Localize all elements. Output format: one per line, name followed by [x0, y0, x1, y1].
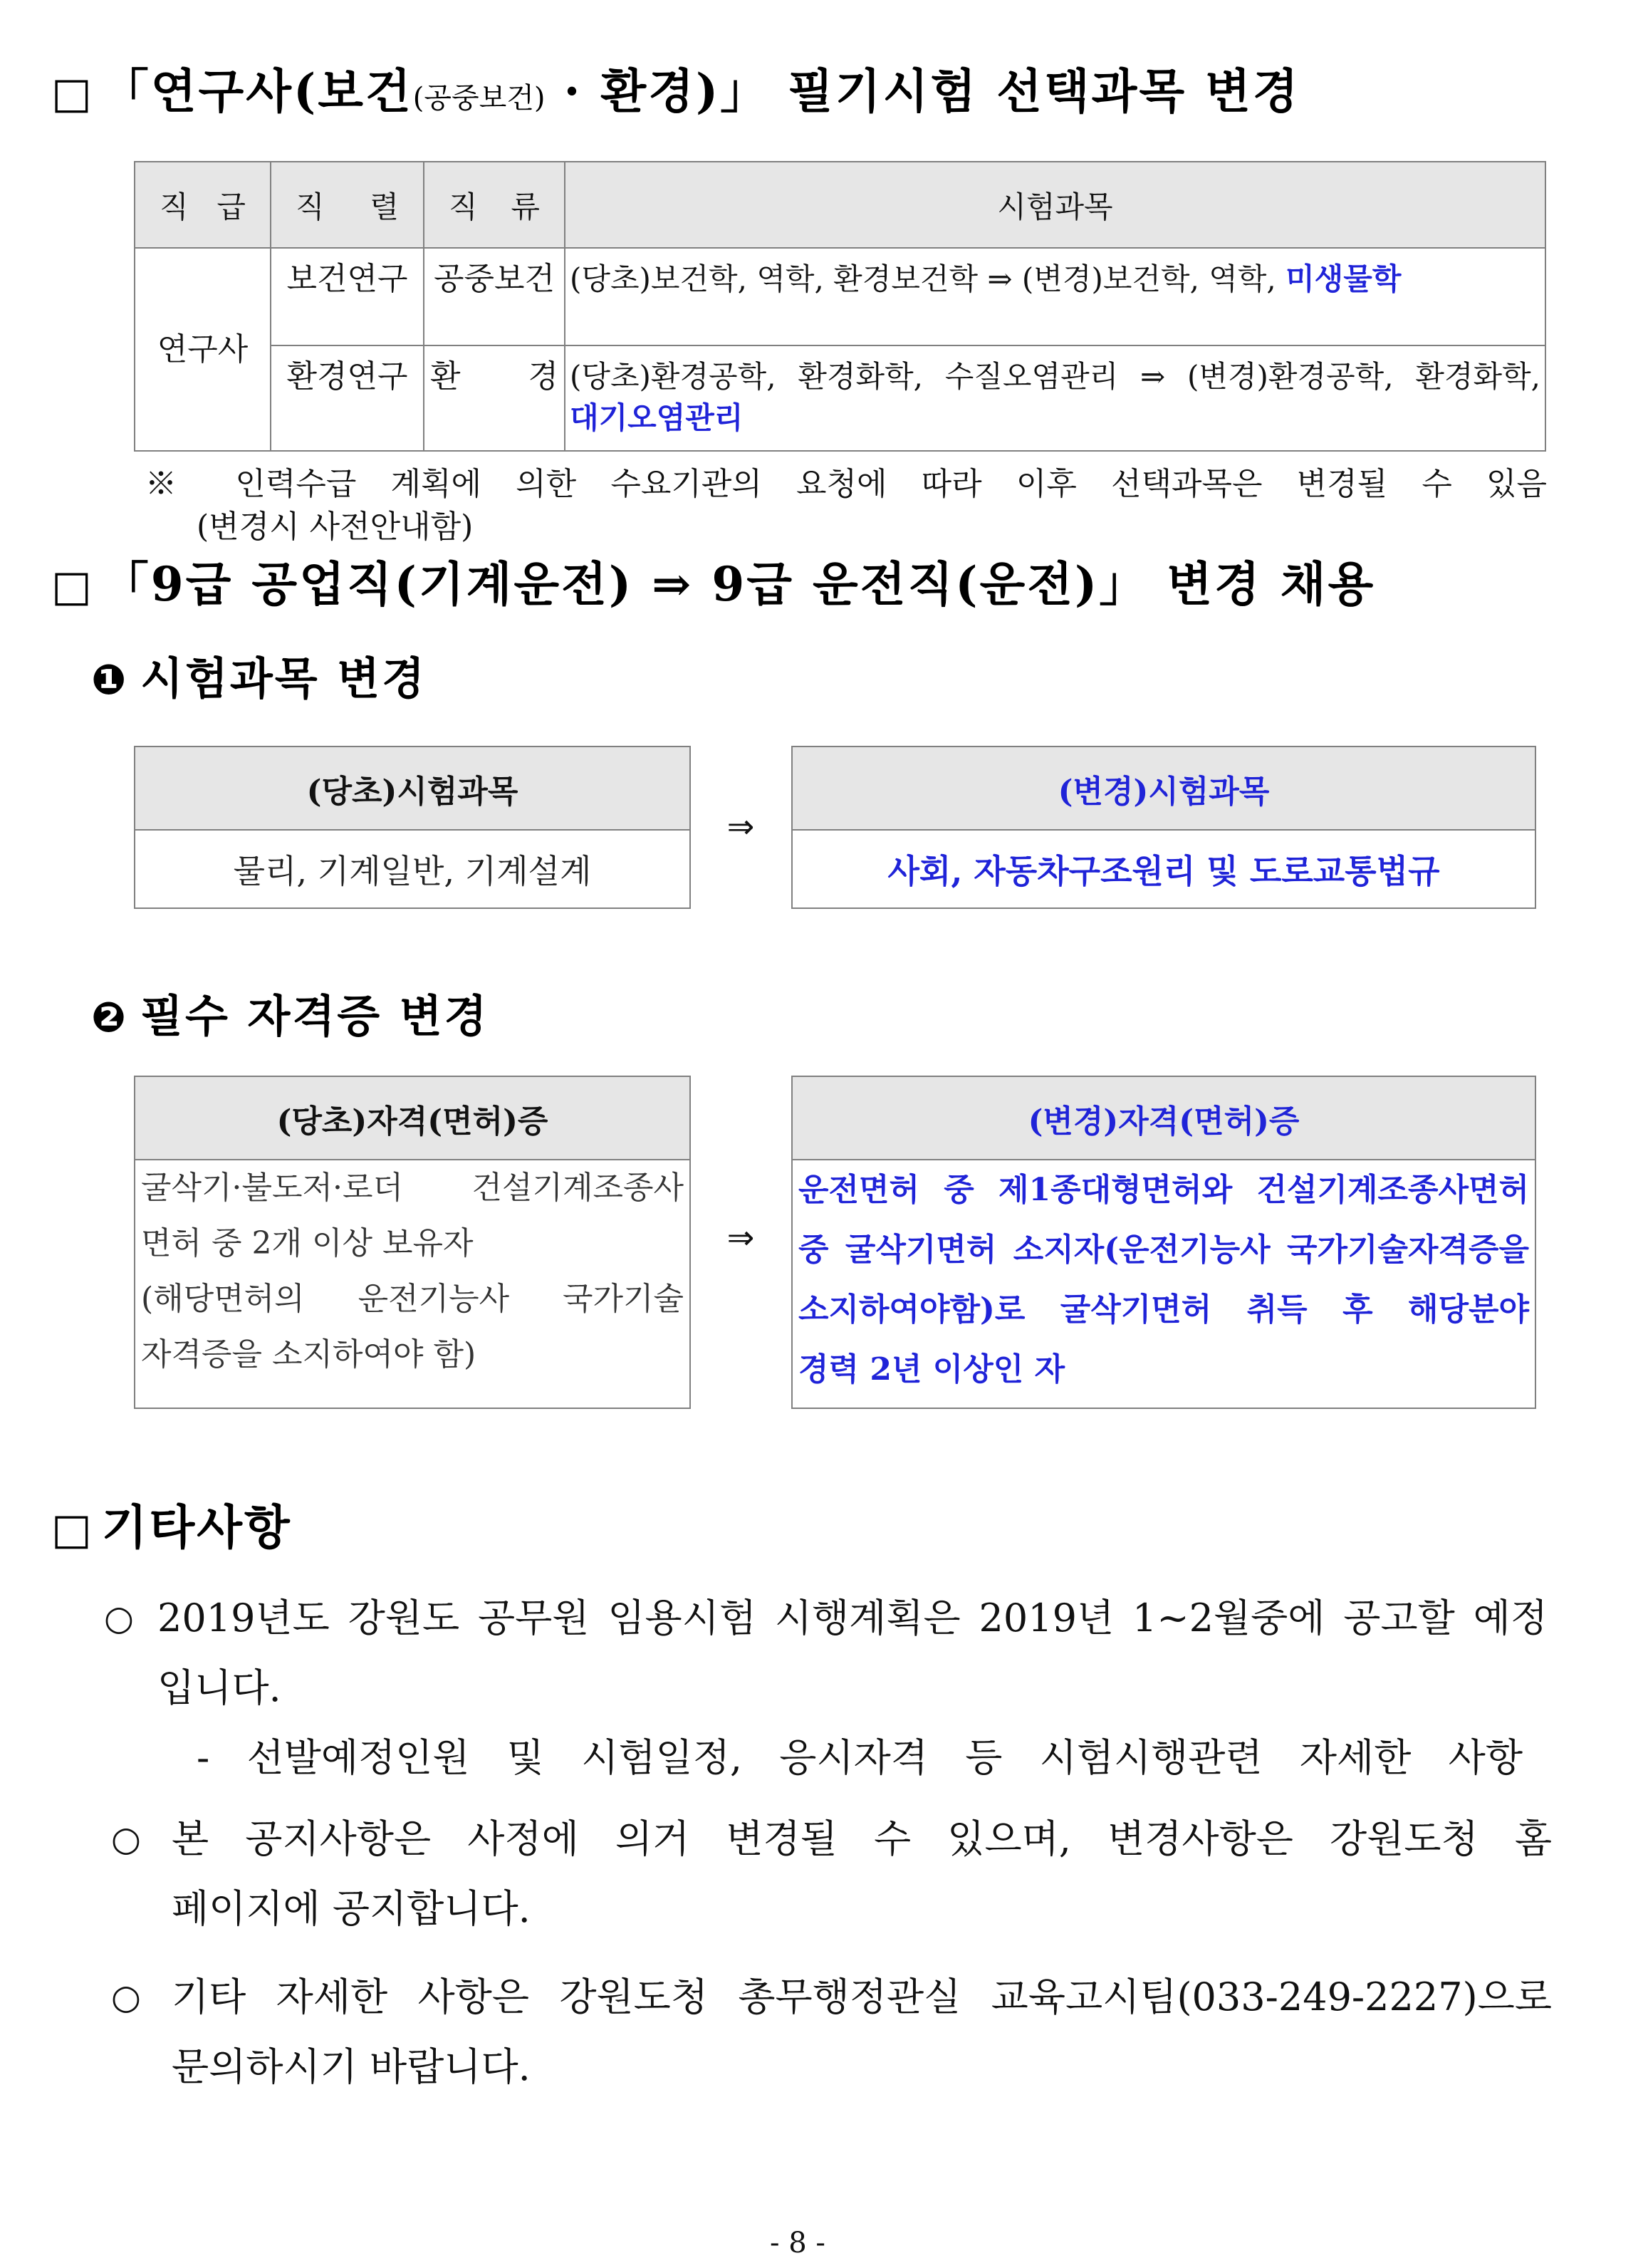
subjects-cell [565, 248, 1545, 345]
list-item [172, 1804, 1552, 1944]
after-license-line: 운전면허 중 제1종대형면허와 건설기계조종사면허 [798, 1172, 1529, 1208]
category-cell: 공중보건 [424, 248, 565, 345]
subject-change-table [134, 161, 1546, 452]
note-line: ※ 인력수급 계획에 의한 수요기관의 요청에 따라 이후 선택과목은 변경될 수 있음 [145, 466, 1547, 502]
after-subjects-box [791, 746, 1536, 909]
before-license-body [135, 1160, 689, 1408]
note-line: (변경시 사전안내함) [197, 509, 474, 545]
after-subjects-body: 사회, 자동차구조원리 및 도로교통법규 [887, 852, 1440, 890]
after-license-line: 중 굴삭기면허 소지자(운전기능사 국가기술자격증을 [798, 1232, 1529, 1268]
subjects-cell [565, 345, 1545, 451]
arrow-icon: ⇒ [726, 807, 755, 846]
subsection2-heading [91, 990, 489, 1044]
table-row [135, 345, 1545, 451]
before-subjects-box [134, 746, 691, 909]
list-item-line: 본 공지사항은 사정에 의거 변경될 수 있으며, 변경사항은 강원도청 홈 [172, 1816, 1552, 1861]
list-item-line: 문의하시기 바랍니다. [172, 2044, 531, 2089]
section3-heading [51, 1499, 292, 1558]
number-one-marker-icon: ❶ [91, 655, 127, 704]
added-subject: 미생물학 [1285, 261, 1402, 296]
list-item-line: 페이지에 공지합니다. [172, 1886, 531, 1931]
table-row [135, 248, 1545, 345]
section2-title: 「9급 공업직(기계운전) ⇒ 9급 운전직(운전)」 변경 채용 [101, 556, 1376, 612]
before-license-box [134, 1076, 691, 1409]
section3-title: 기타사항 [101, 1499, 292, 1555]
section1-title-parenthetical: (공중보건) [412, 82, 546, 115]
header-subjects: 시험과목 [565, 162, 1545, 248]
square-bullet-icon: □ [51, 1504, 92, 1554]
added-subject: 대기오염관리 [570, 400, 744, 435]
section1-title-rest: · 환경)」 필기시험 선택과목 변경 [545, 63, 1300, 119]
subjects-text: (당초)환경공학, 환경화학, 수질오염관리 ⇒ (변경)환경공학, 환경화학, [570, 359, 1540, 394]
circle-bullet-icon: ○ [111, 1977, 141, 2017]
square-bullet-icon: □ [51, 68, 92, 118]
before-license-line: 자격증을 소지하여야 함) [141, 1336, 476, 1373]
list-item-subline: - 선발예정인원 및 시험일정, 응시자격 등 시험시행관련 자세한 사항 [197, 1735, 1523, 1780]
list-item-line: 2019년도 강원도 공무원 임용시험 시행계획은 2019년 1~2월중에 공고할 예정 [157, 1596, 1548, 1640]
subsection2-title: 필수 자격증 변경 [140, 990, 489, 1042]
after-license-line: 경력 2년 이상인 자 [798, 1351, 1065, 1388]
arrow-icon: ⇒ [726, 1218, 755, 1257]
subsection1-heading [91, 652, 427, 706]
section1-heading [51, 63, 1300, 127]
circle-bullet-icon: ○ [111, 1819, 141, 1859]
subsection1-title: 시험과목 변경 [140, 652, 427, 704]
before-license-line: (해당면허의 운전기능사 국가기술 [141, 1281, 684, 1317]
after-license-body [793, 1160, 1535, 1408]
number-two-marker-icon: ❷ [91, 993, 127, 1041]
after-license-header: (변경)자격(면허)증 [793, 1077, 1535, 1160]
table-header-row [135, 162, 1545, 248]
after-license-line: 소지하여야함)로 굴삭기면허 취득 후 해당분야 [798, 1291, 1529, 1328]
series-cell: 환경연구 [271, 345, 424, 451]
before-license-line: 면허 중 2개 이상 보유자 [141, 1225, 474, 1262]
before-license-header: (당초)자격(면허)증 [135, 1077, 689, 1160]
grade-cell: 연구사 [135, 248, 271, 451]
category-cell: 환 경 [424, 345, 565, 451]
section1-title-main: 「연구사(보건 [101, 63, 413, 119]
before-subjects-body: 물리, 기계일반, 기계설계 [233, 852, 592, 890]
square-bullet-icon: □ [51, 561, 92, 611]
header-series: 직 렬 [271, 162, 424, 248]
circle-bullet-icon: ○ [104, 1598, 134, 1638]
page-number: - 8 - [770, 2227, 825, 2259]
after-subjects-header: (변경)시험과목 [793, 747, 1535, 831]
header-category: 직 류 [424, 162, 565, 248]
series-cell: 보건연구 [271, 248, 424, 345]
before-subjects-header: (당초)시험과목 [135, 747, 689, 831]
after-license-box [791, 1076, 1536, 1409]
list-item [157, 1583, 1548, 1793]
section2-heading [51, 556, 1375, 615]
subjects-text: (당초)보건학, 역학, 환경보건학 ⇒ (변경)보건학, 역학, [570, 261, 1286, 296]
list-item-line: 기타 자세한 사항은 강원도청 총무행정관실 교육고시팀(033-249-2227)으로 [172, 1975, 1552, 2019]
header-grade: 직 급 [135, 162, 271, 248]
list-item-line: 입니다. [157, 1665, 281, 1710]
list-item [172, 1962, 1552, 2102]
before-license-line: 굴삭기·불도저·로더 건설기계조종사 [141, 1170, 684, 1206]
